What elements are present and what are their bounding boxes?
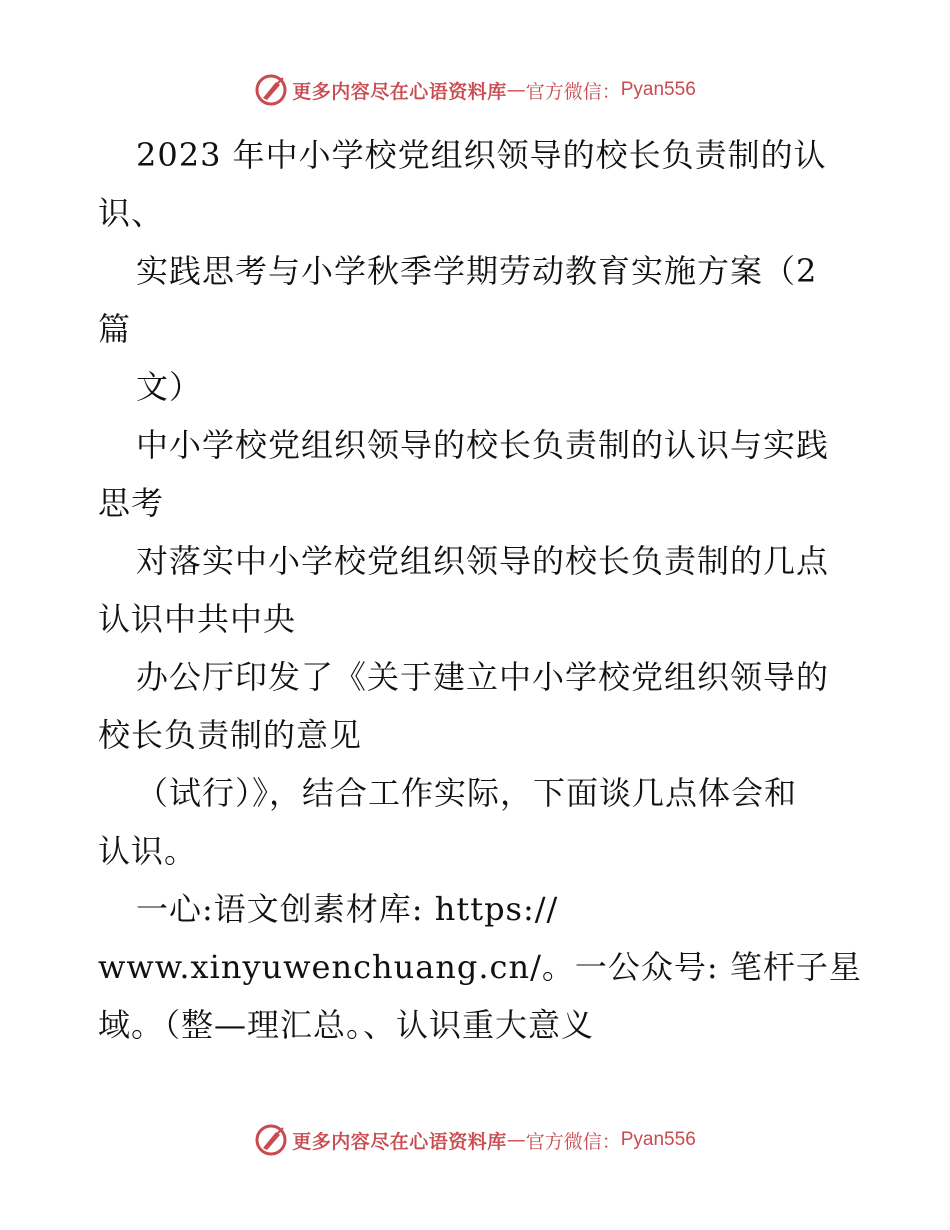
document-line: 对落实中小学校党组织领导的校长负责制的几点 — [136, 542, 830, 580]
document-line: 2023 年中小学校党组织领导的校长负责制的认 — [136, 136, 827, 174]
document-line: 文） — [136, 368, 203, 406]
footer-watermark-banner — [0, 1122, 950, 1158]
banner-dash: — — [506, 1129, 526, 1151]
banner-wechat-account: Pyan556 — [620, 1129, 696, 1150]
banner-brand-text: 更多内容尽在心语资料库 — [292, 1130, 507, 1153]
document-line: 中小学校党组织领导的校长负责制的认识与实践 — [136, 426, 830, 464]
banner-dash: — — [506, 79, 526, 101]
document-line: 认识中共中央 — [98, 600, 297, 638]
document-line: 篇 — [98, 310, 132, 348]
document-body — [98, 126, 862, 1054]
document-line: 识、 — [98, 194, 165, 232]
quill-circle-icon — [254, 73, 288, 107]
banner-wechat-label: 官方微信： — [525, 1130, 621, 1153]
document-line: （试行）》，结合工作实际，下面谈几点体会和 — [136, 774, 798, 812]
document-line: 认识。 — [98, 832, 198, 870]
document-line: www.xinyuwenchuang.cn/。一公众号: 笔杆子星 — [98, 948, 862, 986]
banner-wechat-account: Pyan556 — [620, 79, 696, 100]
banner-brand-text: 更多内容尽在心语资料库 — [292, 80, 507, 103]
banner-wechat-label: 官方微信： — [525, 80, 621, 103]
document-line: 思考 — [98, 484, 165, 522]
document-line: 实践思考与小学秋季学期劳动教育实施方案（2 — [136, 252, 818, 290]
document-line: 校长负责制的意见 — [98, 716, 363, 754]
document-line: 域。（整—理汇总。、认识重大意义 — [98, 1006, 595, 1044]
quill-circle-icon — [254, 1123, 288, 1157]
document-line: 一心:语文创素材库: https:// — [136, 890, 559, 928]
header-watermark-banner — [0, 72, 950, 108]
document-line: 办公厅印发了《关于建立中小学校党组织领导的 — [136, 658, 830, 696]
